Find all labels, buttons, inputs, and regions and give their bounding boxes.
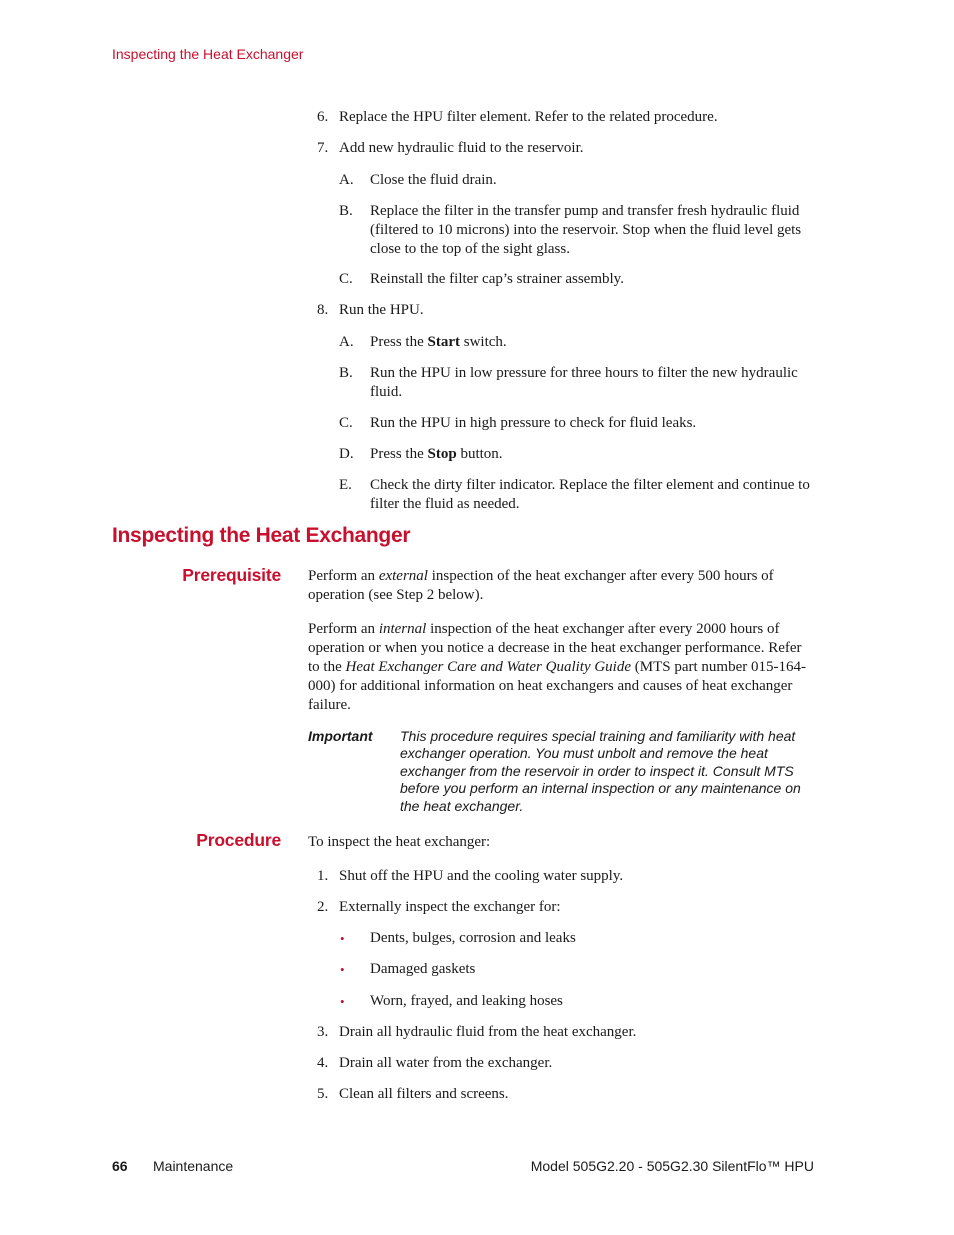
text-run: inspection of the heat exchanger after every 500 hours of operation (see Step 2 below). (308, 568, 774, 603)
list-item: Dents, bulges, corrosion and leaks (370, 930, 576, 946)
running-header: Inspecting the Heat Exchanger (112, 46, 304, 62)
stop-button-label: Stop (427, 446, 457, 462)
prerequisite-heading: Prerequisite (182, 565, 281, 585)
prerequisite-paragraph-2 (308, 620, 813, 715)
step-text: Drain all hydraulic fluid from the heat exchanger. (339, 1024, 637, 1040)
step-number: 8. (317, 302, 329, 318)
substep-letter: B. (339, 365, 353, 381)
step-text: Replace the HPU filter element. Refer to the related procedure. (339, 109, 718, 125)
step-text: Add new hydraulic fluid to the reservoir. (339, 140, 584, 156)
substep-text-post: switch. (460, 334, 507, 350)
list-item: Worn, frayed, and leaking hoses (370, 993, 563, 1009)
step-text: Clean all filters and screens. (339, 1086, 509, 1102)
substep-letter: E. (339, 477, 352, 493)
text-run: (MTS part number 015-164-000) for additional information on heat exchangers and causes of heat exchanger failure. (308, 659, 806, 713)
procedure-heading: Procedure (196, 830, 281, 850)
procedure-intro: To inspect the heat exchanger: (308, 834, 491, 850)
step-number: 4. (317, 1055, 329, 1071)
step-number: 2. (317, 899, 329, 915)
step-number: 3. (317, 1024, 329, 1040)
step-number: 6. (317, 109, 329, 125)
substep-text: Close the fluid drain. (370, 172, 497, 188)
bullet-icon: • (340, 994, 345, 1009)
substep-text (370, 333, 815, 352)
substep-letter: A. (339, 172, 354, 188)
important-label: Important (308, 728, 373, 744)
text-run: Perform an (308, 568, 379, 584)
section-title: Inspecting the Heat Exchanger (112, 524, 411, 547)
step-number: 7. (317, 140, 329, 156)
text-run: inspection of the heat exchanger after every 2000 hours of operation or when you notice a decrease in the heat exchanger performance. Refer to the (308, 621, 802, 675)
start-switch-label: Start (427, 334, 460, 350)
emphasis-internal: internal (378, 621, 427, 637)
guide-title: Heat Exchanger Care and Water Quality Guide (345, 659, 632, 675)
emphasis-external: external (378, 568, 428, 584)
substep-text-pre: Press the (370, 446, 428, 462)
substep-text (370, 445, 815, 464)
substep-text: Check the dirty filter indicator. Replace the filter element and continue to filter the fluid as needed. (370, 477, 810, 512)
substep-text: Reinstall the filter cap’s strainer assembly. (370, 271, 624, 287)
step-number: 1. (317, 868, 329, 884)
page-number: 66 (112, 1158, 128, 1174)
text-run: Perform an (308, 621, 379, 637)
substep-letter: C. (339, 271, 353, 287)
substep-letter: A. (339, 334, 354, 350)
substep-letter: C. (339, 415, 353, 431)
prerequisite-paragraph-1 (308, 567, 813, 605)
substep-text-pre: Press the (370, 334, 428, 350)
list-item: Damaged gaskets (370, 961, 476, 977)
step-text: Externally inspect the exchanger for: (339, 899, 561, 915)
substep-text-post: button. (456, 446, 503, 462)
step-text: Run the HPU. (339, 302, 424, 318)
substep-letter: B. (339, 203, 353, 219)
substep-text: Replace the filter in the transfer pump and transfer fresh hydraulic fluid (filtered to 10 microns) into the reservoir. Stop when the fluid level gets close to the top of the sight glass. (370, 203, 802, 257)
substep-text: Run the HPU in low pressure for three hours to filter the new hydraulic fluid. (370, 365, 798, 400)
substep-letter: D. (339, 446, 354, 462)
important-note: This procedure requires special training and familiarity with heat exchanger operation. You must unbolt and remove the heat exchanger from the reservoir in order to inspect it. Consult MTS before you perform an internal inspection or any maintenance on the heat exchanger. (400, 728, 801, 814)
footer-model: Model 505G2.20 - 505G2.30 SilentFlo™ HPU (530, 1158, 814, 1174)
bullet-icon: • (340, 962, 345, 977)
step-text: Shut off the HPU and the cooling water supply. (339, 868, 624, 884)
step-text: Drain all water from the exchanger. (339, 1055, 553, 1071)
bullet-icon: • (340, 931, 345, 946)
footer-chapter: Maintenance (153, 1158, 234, 1174)
substep-text: Run the HPU in high pressure to check for fluid leaks. (370, 415, 697, 431)
step-number: 5. (317, 1086, 329, 1102)
